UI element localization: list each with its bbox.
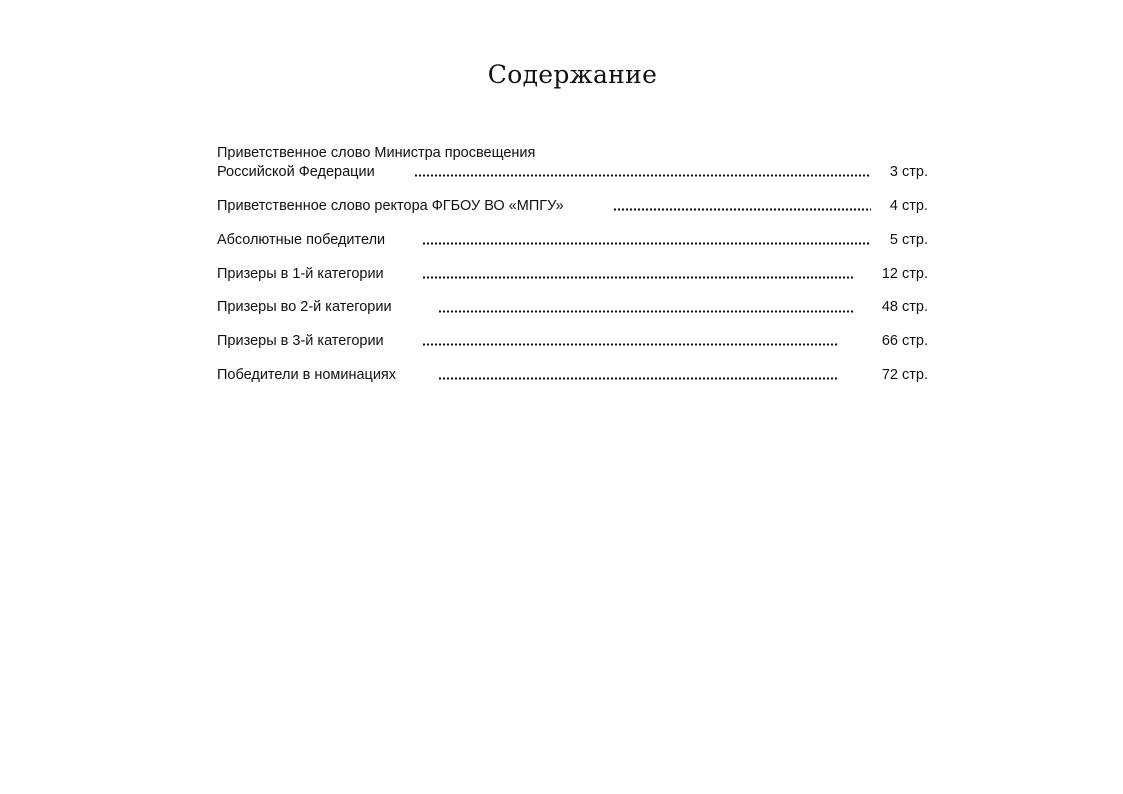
toc-entry-5-label: Призеры во 2-й категории (217, 299, 392, 315)
toc-entry-7-page: 72 стр. (881, 367, 928, 383)
toc-entry-4-leader (422, 276, 855, 279)
toc-entry-5-page: 48 стр. (881, 299, 928, 315)
toc-entry-6-leader (422, 343, 839, 346)
toc-entry-5-leader (438, 310, 855, 313)
toc-entry-3-leader (422, 242, 871, 245)
toc-entry-7-label: Победители в номинациях (217, 367, 397, 383)
toc-entry-2-label: Приветственное слово ректора ФГБОУ ВО «МПГУ» (217, 198, 564, 214)
toc-entry-3-page: 5 стр. (889, 232, 928, 248)
toc-entry-1-label-line2: Российской Федерации (217, 164, 375, 180)
page-title: Содержание (487, 60, 658, 89)
table-of-contents (217, 0, 928, 400)
toc-entry-7-leader (438, 377, 839, 380)
toc-entry-2-page: 4 стр. (889, 198, 928, 214)
toc-entry-4-page: 12 стр. (881, 266, 928, 282)
toc-entry-2-leader (613, 208, 871, 211)
toc-entry-6-page: 66 стр. (881, 333, 928, 349)
toc-entry-4-label: Призеры в 1-й категории (217, 266, 384, 282)
toc-entry-1-leader (414, 174, 871, 177)
toc-entry-3-label: Абсолютные победители (217, 232, 386, 248)
toc-entry-1-label-line1: Приветственное слово Министра просвещения (217, 145, 536, 161)
toc-entry-6-label: Призеры в 3-й категории (217, 333, 384, 349)
toc-entry-1-page: 3 стр. (889, 164, 928, 180)
